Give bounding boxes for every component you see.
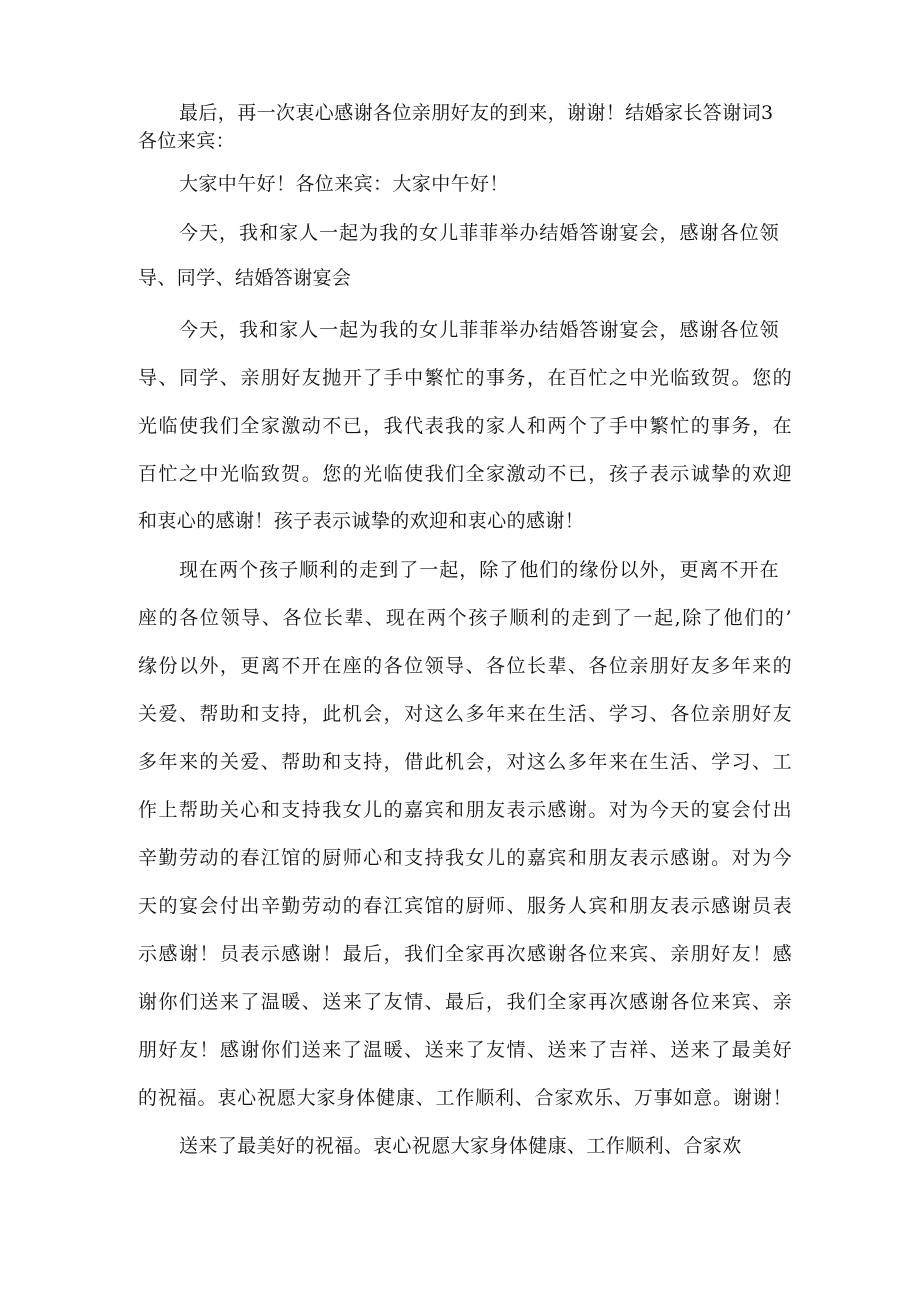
text-line-20: 谢你们送来了温暖、送来了友情、最后，我们全家再次感谢各位来宾、亲 — [138, 991, 792, 1013]
text-line-5: 导、同学、结婚答谢宴会 — [138, 267, 352, 289]
text-line-9: 百忙之中光临致贺。您的光临使我们全家激动不已，孩子表示诚挚的欢迎 — [138, 463, 792, 485]
text-line-3: 大家中午好！各位来宾：大家中午好！ — [179, 173, 509, 195]
text-line-10: 和衷心的感谢！孩子表示诚挚的欢迎和衷心的感谢！ — [138, 510, 585, 532]
text-line-13: 缘份以外，更离不开在座的各位领导、各位长辈、各位亲朋好友多年来的 — [138, 655, 792, 677]
text-line-15: 多年来的关爱、帮助和支持，借此机会，对这么多年来在生活、学习、工 — [138, 751, 792, 773]
text-line-8: 光临使我们全家激动不已，我代表我的家人和两个了手中繁忙的事务，在 — [138, 415, 792, 437]
text-line-1: 最后，再一次衷心感谢各位亲朋好友的到来，谢谢！结婚家长答谢词3 — [179, 102, 774, 124]
text-line-14: 关爱、帮助和支持，此机会，对这么多年来在生活、学习、各位亲朋好友 — [138, 703, 792, 725]
text-line-19: 示感谢！员表示感谢！最后，我们全家再次感谢各位来宾、亲朋好友！感 — [138, 943, 792, 965]
text-line-21: 朋好友！感谢你们送来了温暖、送来了友情、送来了吉祥、送来了最美好 — [138, 1039, 792, 1061]
text-line-2: 各位来宾： — [138, 130, 236, 152]
text-line-12: 座的各位领导、各位长辈、现在两个孩子顺利的走到了一起,除了他们的’ — [138, 607, 792, 629]
text-line-18: 天的宴会付出辛勤劳动的春江宾馆的厨师、服务人宾和朋友表示感谢员表 — [138, 895, 792, 917]
text-line-11: 现在两个孩子顺利的走到了一起，除了他们的缘份以外，更离不开在 — [179, 559, 779, 581]
text-line-22: 的祝福。衷心祝愿大家身体健康、工作顺利、合家欢乐、万事如意。谢谢！ — [138, 1087, 792, 1109]
text-line-16: 作上帮助关心和支持我女儿的嘉宾和朋友表示感谢。对为今天的宴会付出 — [138, 799, 792, 821]
text-line-17: 辛勤劳动的春江馆的厨师心和支持我女儿的嘉宾和朋友表示感谢。对为今 — [138, 847, 792, 869]
text-line-4: 今天，我和家人一起为我的女儿菲菲举办结婚答谢宴会，感谢各位领 — [179, 222, 779, 244]
text-line-6: 今天，我和家人一起为我的女儿菲菲举办结婚答谢宴会，感谢各位领 — [179, 319, 779, 341]
text-line-23: 送来了最美好的祝福。衷心祝愿大家身体健康、工作顺利、合家欢 — [179, 1135, 742, 1157]
text-line-7: 导、同学、亲朋好友抛开了手中繁忙的事务，在百忙之中光临致贺。您的 — [138, 367, 792, 389]
